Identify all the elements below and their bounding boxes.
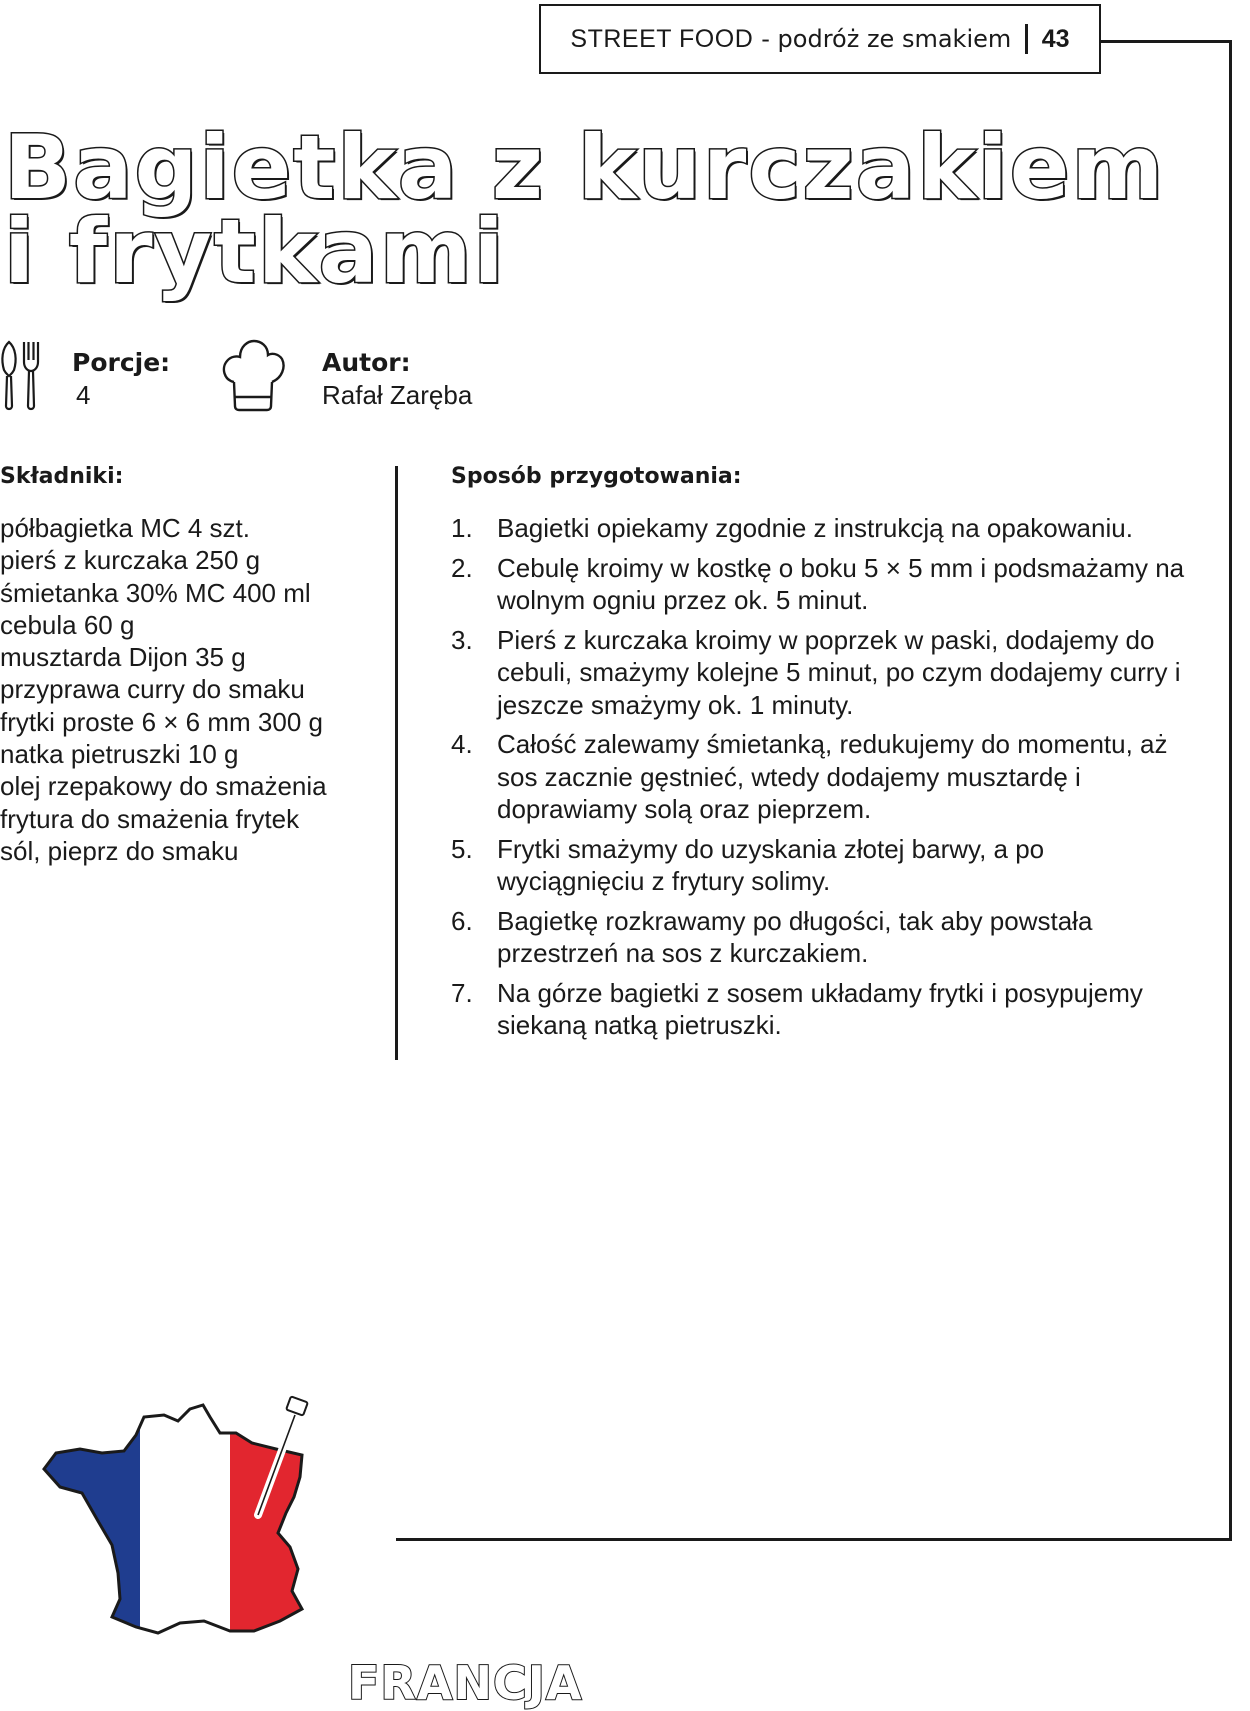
step-number: 2.: [451, 552, 473, 583]
header-subtitle: - podróż ze smakiem: [761, 25, 1012, 53]
frame-line-right: [1229, 40, 1232, 1540]
ingredient-item: półbagietka MC 4 szt.: [0, 513, 251, 543]
ingredient-item: sól, pieprz do smaku: [0, 835, 239, 866]
servings-label: Porcje:: [72, 348, 171, 377]
step-item: [451, 905, 1191, 970]
step-number: 7.: [451, 977, 473, 1008]
step-text: Cebulę kroimy w kostkę o boku 5 × 5 mm i podsmażamy na wolnym ogniu przez ok. 5 minut.: [497, 552, 1185, 615]
step-item: [451, 552, 1191, 617]
step-text: Pierś z kurczaka kroimy w poprzek w paski, dodajemy do cebuli, smażymy kolejne 5 minut, po czym dodajemy curry i jeszcze smażymy ok. 1 minuty.: [497, 624, 1181, 720]
step-text: Na górze bagietki z sosem układamy frytki i posypujemy siekaną natką pietruszki.: [497, 977, 1143, 1040]
step-text: Frytki smażymy do uzyskania złotej barwy, a po wyciągnięciu z frytury solimy.: [497, 833, 1045, 896]
step-number: 4.: [451, 729, 473, 759]
step-item: [451, 512, 1191, 545]
frame-line-top: [1101, 40, 1231, 43]
author-value: Rafał Zaręba: [322, 380, 473, 410]
ingredient-item: cebula 60 g: [0, 609, 135, 640]
ingredient-item: musztarda Dijon 35 g: [0, 642, 246, 673]
ingredient-item: przyprawa curry do smaku: [0, 674, 305, 705]
header-title: STREET FOOD: [570, 24, 754, 53]
ingredient-item: olej rzepakowy do smażenia: [0, 771, 327, 802]
ingredient-item: frytura do smażenia frytek: [0, 803, 300, 834]
ingredient-item: natka pietruszki 10 g: [0, 739, 239, 770]
step-number: 3.: [451, 624, 473, 655]
ingredient-item: pierś z kurczaka 250 g: [0, 545, 261, 576]
ingredients-list: [0, 512, 327, 867]
preparation-steps: [451, 512, 1191, 1049]
step-text: Bagietki opiekamy zgodnie z instrukcją na opakowaniu.: [497, 513, 1133, 543]
recipe-title-line2: i frytkami: [4, 200, 506, 303]
page-number: 43: [1041, 24, 1070, 53]
servings-value: 4: [76, 380, 91, 410]
header-separator: [1025, 24, 1028, 54]
recipe-title: [4, 116, 1166, 303]
ingredient-item: frytki proste 6 × 6 mm 300 g: [0, 706, 323, 737]
chef-hat-icon: [220, 338, 286, 412]
column-divider: [395, 466, 398, 1060]
step-number: 1.: [451, 513, 473, 543]
step-text: Całość zalewamy śmietanką, redukujemy do momentu, aż sos zacznie gęstnieć, wtedy dodajemy musztardę i doprawiamy solą oraz pieprzem.: [497, 729, 1168, 824]
step-item: [451, 728, 1191, 826]
france-flag-map-icon: [40, 1395, 330, 1665]
step-item: [451, 833, 1191, 898]
ingredients-heading: Składniki:: [0, 464, 124, 489]
cutlery-icon: [0, 340, 44, 412]
step-item: [451, 977, 1191, 1042]
preparation-heading: Sposób przygotowania:: [451, 464, 742, 489]
author-label: Autor:: [322, 348, 411, 377]
country-name: FRANCJA: [348, 1656, 583, 1710]
step-item: [451, 624, 1191, 722]
step-text: Bagietkę rozkrawamy po długości, tak aby powstała przestrzeń na sos z kurczakiem.: [497, 905, 1093, 968]
page-header: [539, 4, 1101, 74]
recipe-title-line1: Bagietka z kurczakiem: [4, 116, 1166, 219]
step-number: 5.: [451, 833, 473, 864]
step-number: 6.: [451, 905, 473, 936]
ingredient-item: śmietanka 30% MC 400 ml: [0, 577, 311, 608]
frame-line-bottom: [396, 1538, 1232, 1541]
